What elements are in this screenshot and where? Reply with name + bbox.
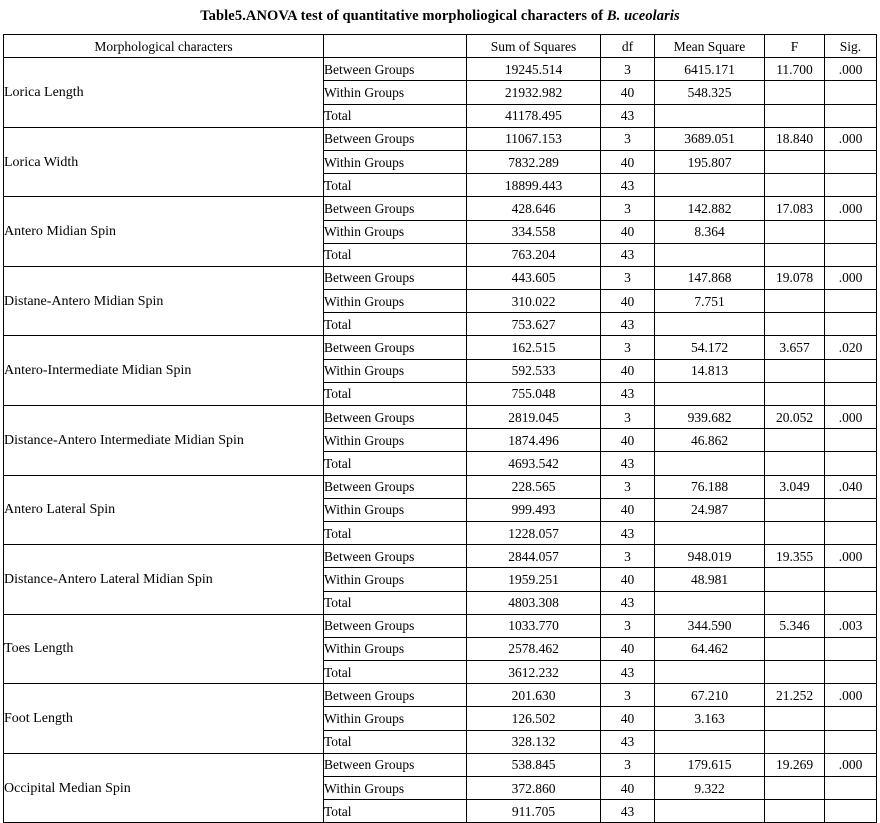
group-label-cell: Between Groups bbox=[324, 614, 467, 637]
sum-of-squares-cell: 328.132 bbox=[467, 730, 601, 753]
character-cell: Distance-Antero Lateral Midian Spin bbox=[4, 545, 324, 615]
df-cell: 40 bbox=[601, 498, 655, 521]
sig-value-cell bbox=[825, 313, 877, 336]
group-label-cell: Total bbox=[324, 174, 467, 197]
character-cell: Antero Lateral Spin bbox=[4, 475, 324, 545]
group-label-cell: Within Groups bbox=[324, 220, 467, 243]
character-cell: Distance-Antero Intermediate Midian Spin bbox=[4, 406, 324, 476]
sig-value-cell bbox=[825, 429, 877, 452]
mean-square-cell: 14.813 bbox=[655, 359, 765, 382]
df-cell: 40 bbox=[601, 429, 655, 452]
sig-value-cell bbox=[825, 707, 877, 730]
sum-of-squares-cell: 21932.982 bbox=[467, 81, 601, 104]
sig-value-cell: .000 bbox=[825, 127, 877, 150]
f-value-cell bbox=[765, 521, 825, 544]
group-label-cell: Within Groups bbox=[324, 150, 467, 173]
f-value-cell bbox=[765, 730, 825, 753]
sig-value-cell bbox=[825, 730, 877, 753]
table-header bbox=[4, 35, 877, 58]
df-cell: 3 bbox=[601, 753, 655, 776]
sum-of-squares-cell: 999.493 bbox=[467, 498, 601, 521]
mean-square-cell: 948.019 bbox=[655, 545, 765, 568]
character-cell: Toes Length bbox=[4, 614, 324, 684]
group-label-cell: Within Groups bbox=[324, 290, 467, 313]
mean-square-cell: 939.682 bbox=[655, 406, 765, 429]
f-value-cell bbox=[765, 800, 825, 823]
sum-of-squares-cell: 911.705 bbox=[467, 800, 601, 823]
f-value-cell bbox=[765, 661, 825, 684]
sum-of-squares-cell: 592.533 bbox=[467, 359, 601, 382]
sig-value-cell: .000 bbox=[825, 753, 877, 776]
sum-of-squares-cell: 1959.251 bbox=[467, 568, 601, 591]
df-cell: 43 bbox=[601, 661, 655, 684]
anova-table bbox=[3, 34, 877, 823]
sum-of-squares-cell: 753.627 bbox=[467, 313, 601, 336]
mean-square-cell: 3.163 bbox=[655, 707, 765, 730]
group-label-cell: Between Groups bbox=[324, 336, 467, 359]
f-value-cell: 19.078 bbox=[765, 266, 825, 289]
character-cell: Antero-Intermediate Midian Spin bbox=[4, 336, 324, 406]
mean-square-cell: 24.987 bbox=[655, 498, 765, 521]
sig-value-cell bbox=[825, 359, 877, 382]
df-cell: 43 bbox=[601, 452, 655, 475]
f-value-cell: 20.052 bbox=[765, 406, 825, 429]
sig-value-cell: .000 bbox=[825, 684, 877, 707]
df-cell: 40 bbox=[601, 150, 655, 173]
f-value-cell: 11.700 bbox=[765, 58, 825, 81]
table-row bbox=[4, 545, 877, 568]
sig-value-cell bbox=[825, 382, 877, 405]
table-row bbox=[4, 684, 877, 707]
df-cell: 3 bbox=[601, 406, 655, 429]
mean-square-cell bbox=[655, 382, 765, 405]
df-cell: 43 bbox=[601, 382, 655, 405]
f-value-cell bbox=[765, 104, 825, 127]
group-label-cell: Between Groups bbox=[324, 475, 467, 498]
mean-square-cell: 195.807 bbox=[655, 150, 765, 173]
sig-value-cell bbox=[825, 637, 877, 660]
f-value-cell bbox=[765, 243, 825, 266]
table-row bbox=[4, 336, 877, 359]
mean-square-cell: 344.590 bbox=[655, 614, 765, 637]
group-label-cell: Total bbox=[324, 521, 467, 544]
group-label-cell: Total bbox=[324, 313, 467, 336]
sig-value-cell: .040 bbox=[825, 475, 877, 498]
f-value-cell: 21.252 bbox=[765, 684, 825, 707]
f-value-cell bbox=[765, 290, 825, 313]
sum-of-squares-cell: 372.860 bbox=[467, 777, 601, 800]
df-cell: 40 bbox=[601, 81, 655, 104]
sig-value-cell: .000 bbox=[825, 545, 877, 568]
header-f: F bbox=[765, 35, 825, 58]
sum-of-squares-cell: 2819.045 bbox=[467, 406, 601, 429]
f-value-cell bbox=[765, 707, 825, 730]
group-label-cell: Total bbox=[324, 730, 467, 753]
sig-value-cell bbox=[825, 777, 877, 800]
df-cell: 40 bbox=[601, 359, 655, 382]
f-value-cell bbox=[765, 568, 825, 591]
df-cell: 3 bbox=[601, 58, 655, 81]
mean-square-cell: 8.364 bbox=[655, 220, 765, 243]
sum-of-squares-cell: 2578.462 bbox=[467, 637, 601, 660]
sum-of-squares-cell: 18899.443 bbox=[467, 174, 601, 197]
group-label-cell: Total bbox=[324, 104, 467, 127]
header-groups bbox=[324, 35, 467, 58]
f-value-cell bbox=[765, 220, 825, 243]
header-row bbox=[4, 35, 877, 58]
mean-square-cell bbox=[655, 730, 765, 753]
df-cell: 40 bbox=[601, 637, 655, 660]
df-cell: 40 bbox=[601, 568, 655, 591]
sum-of-squares-cell: 4693.542 bbox=[467, 452, 601, 475]
character-cell: Foot Length bbox=[4, 684, 324, 754]
mean-square-cell bbox=[655, 521, 765, 544]
character-cell: Lorica Length bbox=[4, 58, 324, 128]
mean-square-cell: 76.188 bbox=[655, 475, 765, 498]
group-label-cell: Within Groups bbox=[324, 777, 467, 800]
f-value-cell: 3.049 bbox=[765, 475, 825, 498]
group-label-cell: Total bbox=[324, 452, 467, 475]
sum-of-squares-cell: 4803.308 bbox=[467, 591, 601, 614]
group-label-cell: Between Groups bbox=[324, 684, 467, 707]
table-row bbox=[4, 197, 877, 220]
mean-square-cell bbox=[655, 661, 765, 684]
group-label-cell: Between Groups bbox=[324, 58, 467, 81]
sig-value-cell: .000 bbox=[825, 197, 877, 220]
sum-of-squares-cell: 11067.153 bbox=[467, 127, 601, 150]
sum-of-squares-cell: 7832.289 bbox=[467, 150, 601, 173]
df-cell: 40 bbox=[601, 707, 655, 730]
sig-value-cell bbox=[825, 243, 877, 266]
mean-square-cell: 3689.051 bbox=[655, 127, 765, 150]
group-label-cell: Between Groups bbox=[324, 753, 467, 776]
sum-of-squares-cell: 3612.232 bbox=[467, 661, 601, 684]
table-row bbox=[4, 614, 877, 637]
mean-square-cell: 54.172 bbox=[655, 336, 765, 359]
table-row bbox=[4, 475, 877, 498]
sig-value-cell bbox=[825, 591, 877, 614]
f-value-cell: 5.346 bbox=[765, 614, 825, 637]
mean-square-cell: 67.210 bbox=[655, 684, 765, 707]
caption-text: Table5.ANOVA test of quantitative morpholiogical characters of bbox=[200, 8, 607, 24]
group-label-cell: Between Groups bbox=[324, 406, 467, 429]
header-sum-of-squares: Sum of Squares bbox=[467, 35, 601, 58]
mean-square-cell: 147.868 bbox=[655, 266, 765, 289]
df-cell: 43 bbox=[601, 104, 655, 127]
df-cell: 43 bbox=[601, 313, 655, 336]
sum-of-squares-cell: 1033.770 bbox=[467, 614, 601, 637]
df-cell: 43 bbox=[601, 521, 655, 544]
group-label-cell: Within Groups bbox=[324, 81, 467, 104]
df-cell: 3 bbox=[601, 197, 655, 220]
sig-value-cell: .000 bbox=[825, 266, 877, 289]
df-cell: 43 bbox=[601, 730, 655, 753]
sig-value-cell bbox=[825, 174, 877, 197]
sum-of-squares-cell: 428.646 bbox=[467, 197, 601, 220]
mean-square-cell: 548.325 bbox=[655, 81, 765, 104]
f-value-cell bbox=[765, 150, 825, 173]
sig-value-cell bbox=[825, 568, 877, 591]
sum-of-squares-cell: 162.515 bbox=[467, 336, 601, 359]
sum-of-squares-cell: 1874.496 bbox=[467, 429, 601, 452]
group-label-cell: Between Groups bbox=[324, 197, 467, 220]
f-value-cell: 3.657 bbox=[765, 336, 825, 359]
sig-value-cell: .020 bbox=[825, 336, 877, 359]
df-cell: 43 bbox=[601, 800, 655, 823]
group-label-cell: Total bbox=[324, 243, 467, 266]
sig-value-cell bbox=[825, 220, 877, 243]
group-label-cell: Between Groups bbox=[324, 127, 467, 150]
f-value-cell bbox=[765, 429, 825, 452]
group-label-cell: Total bbox=[324, 800, 467, 823]
mean-square-cell bbox=[655, 591, 765, 614]
table-caption bbox=[0, 0, 880, 34]
df-cell: 43 bbox=[601, 591, 655, 614]
group-label-cell: Between Groups bbox=[324, 266, 467, 289]
character-cell: Occipital Median Spin bbox=[4, 753, 324, 823]
mean-square-cell: 9.322 bbox=[655, 777, 765, 800]
df-cell: 43 bbox=[601, 243, 655, 266]
df-cell: 3 bbox=[601, 614, 655, 637]
sum-of-squares-cell: 228.565 bbox=[467, 475, 601, 498]
sum-of-squares-cell: 41178.495 bbox=[467, 104, 601, 127]
df-cell: 40 bbox=[601, 777, 655, 800]
f-value-cell bbox=[765, 498, 825, 521]
table-row bbox=[4, 406, 877, 429]
sum-of-squares-cell: 755.048 bbox=[467, 382, 601, 405]
sum-of-squares-cell: 201.630 bbox=[467, 684, 601, 707]
f-value-cell bbox=[765, 359, 825, 382]
group-label-cell: Within Groups bbox=[324, 498, 467, 521]
df-cell: 3 bbox=[601, 545, 655, 568]
group-label-cell: Between Groups bbox=[324, 545, 467, 568]
f-value-cell bbox=[765, 174, 825, 197]
sig-value-cell bbox=[825, 800, 877, 823]
header-df: df bbox=[601, 35, 655, 58]
sig-value-cell bbox=[825, 290, 877, 313]
character-cell: Distane-Antero Midian Spin bbox=[4, 266, 324, 336]
f-value-cell bbox=[765, 382, 825, 405]
table-row bbox=[4, 127, 877, 150]
group-label-cell: Within Groups bbox=[324, 707, 467, 730]
group-label-cell: Within Groups bbox=[324, 568, 467, 591]
df-cell: 43 bbox=[601, 174, 655, 197]
df-cell: 40 bbox=[601, 220, 655, 243]
table-row bbox=[4, 58, 877, 81]
mean-square-cell: 179.615 bbox=[655, 753, 765, 776]
f-value-cell bbox=[765, 591, 825, 614]
mean-square-cell: 7.751 bbox=[655, 290, 765, 313]
group-label-cell: Total bbox=[324, 661, 467, 684]
table-body bbox=[4, 58, 877, 823]
df-cell: 3 bbox=[601, 336, 655, 359]
sum-of-squares-cell: 538.845 bbox=[467, 753, 601, 776]
f-value-cell: 17.083 bbox=[765, 197, 825, 220]
character-cell: Antero Midian Spin bbox=[4, 197, 324, 267]
mean-square-cell bbox=[655, 452, 765, 475]
sig-value-cell bbox=[825, 150, 877, 173]
df-cell: 3 bbox=[601, 475, 655, 498]
f-value-cell: 19.355 bbox=[765, 545, 825, 568]
sum-of-squares-cell: 2844.057 bbox=[467, 545, 601, 568]
f-value-cell bbox=[765, 777, 825, 800]
df-cell: 3 bbox=[601, 266, 655, 289]
sig-value-cell: .003 bbox=[825, 614, 877, 637]
mean-square-cell: 48.981 bbox=[655, 568, 765, 591]
character-cell: Lorica Width bbox=[4, 127, 324, 197]
sig-value-cell bbox=[825, 661, 877, 684]
f-value-cell: 19.269 bbox=[765, 753, 825, 776]
header-characters: Morphological characters bbox=[4, 35, 324, 58]
sum-of-squares-cell: 19245.514 bbox=[467, 58, 601, 81]
f-value-cell bbox=[765, 637, 825, 660]
f-value-cell bbox=[765, 313, 825, 336]
group-label-cell: Total bbox=[324, 382, 467, 405]
sum-of-squares-cell: 310.022 bbox=[467, 290, 601, 313]
mean-square-cell: 142.882 bbox=[655, 197, 765, 220]
group-label-cell: Within Groups bbox=[324, 637, 467, 660]
df-cell: 3 bbox=[601, 127, 655, 150]
sig-value-cell bbox=[825, 521, 877, 544]
sum-of-squares-cell: 334.558 bbox=[467, 220, 601, 243]
header-sig: Sig. bbox=[825, 35, 877, 58]
sig-value-cell bbox=[825, 104, 877, 127]
f-value-cell bbox=[765, 81, 825, 104]
caption-species: B. uceolaris bbox=[606, 8, 680, 24]
mean-square-cell bbox=[655, 313, 765, 336]
mean-square-cell bbox=[655, 174, 765, 197]
mean-square-cell: 6415.171 bbox=[655, 58, 765, 81]
mean-square-cell: 46.862 bbox=[655, 429, 765, 452]
sig-value-cell bbox=[825, 81, 877, 104]
table-row bbox=[4, 266, 877, 289]
mean-square-cell bbox=[655, 243, 765, 266]
sig-value-cell bbox=[825, 452, 877, 475]
df-cell: 40 bbox=[601, 290, 655, 313]
sig-value-cell bbox=[825, 498, 877, 521]
sum-of-squares-cell: 763.204 bbox=[467, 243, 601, 266]
group-label-cell: Within Groups bbox=[324, 429, 467, 452]
sig-value-cell: .000 bbox=[825, 58, 877, 81]
f-value-cell bbox=[765, 452, 825, 475]
sum-of-squares-cell: 126.502 bbox=[467, 707, 601, 730]
group-label-cell: Within Groups bbox=[324, 359, 467, 382]
header-mean-square: Mean Square bbox=[655, 35, 765, 58]
group-label-cell: Total bbox=[324, 591, 467, 614]
sig-value-cell: .000 bbox=[825, 406, 877, 429]
mean-square-cell: 64.462 bbox=[655, 637, 765, 660]
mean-square-cell bbox=[655, 104, 765, 127]
df-cell: 3 bbox=[601, 684, 655, 707]
sum-of-squares-cell: 443.605 bbox=[467, 266, 601, 289]
mean-square-cell bbox=[655, 800, 765, 823]
f-value-cell: 18.840 bbox=[765, 127, 825, 150]
sum-of-squares-cell: 1228.057 bbox=[467, 521, 601, 544]
